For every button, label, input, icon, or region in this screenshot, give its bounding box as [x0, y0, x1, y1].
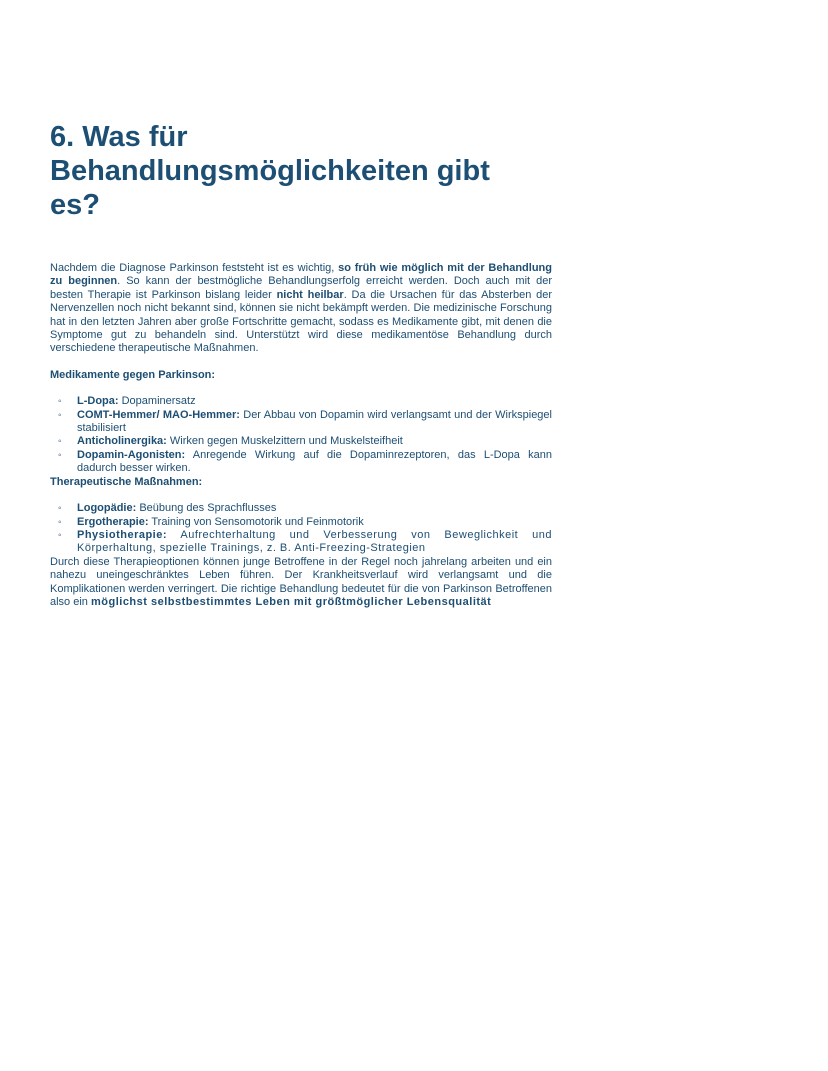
list-item-term: Logopädie: — [77, 502, 137, 515]
bullet-icon: ◦ — [58, 449, 62, 461]
closing-text: Durch diese Therapieoptionen können junge Betroffene in der Regel noch jahrelang arbeiten und ein nahezu uneingeschränktes Leben führen. Der Krankheitsverlauf wird verlangsamt und die Komplikationen werden verringert. Die richtige Behandlung bedeutet für die von Parkinson Betroffenen also ein — [50, 555, 552, 608]
list-item — [50, 395, 552, 408]
therapies-heading: Therapeutische Maßnahmen: — [50, 475, 203, 488]
list-item-text: Training von Sensomotorik und Feinmotorik — [148, 515, 364, 528]
document-page — [50, 120, 552, 609]
list-item-text: Der Abbau von Dopamin wird verlangsamt und der Wirkspiegel stabilisiert — [77, 408, 552, 435]
intro-paragraph — [50, 262, 552, 356]
medications-list — [50, 395, 552, 475]
list-item-text: Anregende Wirkung auf die Dopaminrezeptoren, das L-Dopa kann dadurch besser wirken. — [77, 448, 552, 475]
medications-heading: Medikamente gegen Parkinson: — [50, 368, 216, 381]
list-item — [50, 409, 552, 436]
list-item — [50, 435, 552, 448]
list-item-term: Dopamin-Agonisten: — [77, 448, 186, 461]
list-item — [50, 449, 552, 476]
list-item-term: Anticholinergika: — [77, 435, 167, 448]
list-item — [50, 529, 552, 556]
intro-emphasis-2: nicht heilbar — [276, 288, 344, 301]
bullet-icon: ◦ — [58, 409, 62, 421]
bullet-icon: ◦ — [58, 436, 62, 448]
bullet-icon: ◦ — [58, 516, 62, 528]
bullet-icon: ◦ — [58, 396, 62, 408]
closing-paragraph — [50, 556, 552, 610]
list-item-term: Physiotherapie: — [77, 528, 168, 541]
intro-text-2: . So kann der bestmögliche Behandlungserfolg erreicht werden. Doch auch mit der besten Therapie ist Parkinson bislang leider — [50, 275, 552, 301]
list-item — [50, 502, 552, 515]
intro-text-1: Nachdem die Diagnose Parkinson feststeht ist es wichtig, — [50, 262, 339, 274]
closing-emphasis: möglichst selbstbestimmtes Leben mit größtmöglicher Lebensqualität — [90, 595, 492, 608]
intro-text-3: . Da die Ursachen für das Absterben der Nervenzellen noch nicht bekannt sind, können sie nicht bekämpft werden. Die medizinische Forschung hat in den letzten Jahren aber große Fortschritte gemacht, sodass es Medikamente gibt, mit denen die Symptome gut zu behandeln sind. Unterstützt wird diese medikamentöse Behandlung durch verschiedene therapeutische Maßnahmen. — [50, 288, 552, 355]
intro-emphasis-1: so früh wie möglich mit der Behandlung zu beginnen — [50, 262, 552, 288]
list-item-term: COMT-Hemmer/ MAO-Hemmer: — [77, 408, 240, 421]
bullet-icon: ◦ — [58, 529, 63, 541]
page-title: 6. Was für Behandlungsmöglichkeiten gibt es? — [50, 121, 490, 221]
therapies-list — [50, 502, 552, 556]
list-item-term: L-Dopa: — [77, 395, 119, 408]
bullet-icon: ◦ — [58, 503, 62, 515]
list-item-text: Beübung des Sprachflusses — [136, 502, 277, 515]
list-item — [50, 516, 552, 529]
list-item-text: Dopaminersatz — [118, 395, 196, 408]
list-item-text: Aufrechterhaltung und Verbesserung von Beweglichkeit und Körperhaltung, spezielle Trainings, z. B. Anti-Freezing-Strategien — [77, 528, 552, 555]
list-item-term: Ergotherapie: — [77, 515, 149, 528]
list-item-text: Wirken gegen Muskelzittern und Muskelsteifheit — [166, 435, 403, 448]
